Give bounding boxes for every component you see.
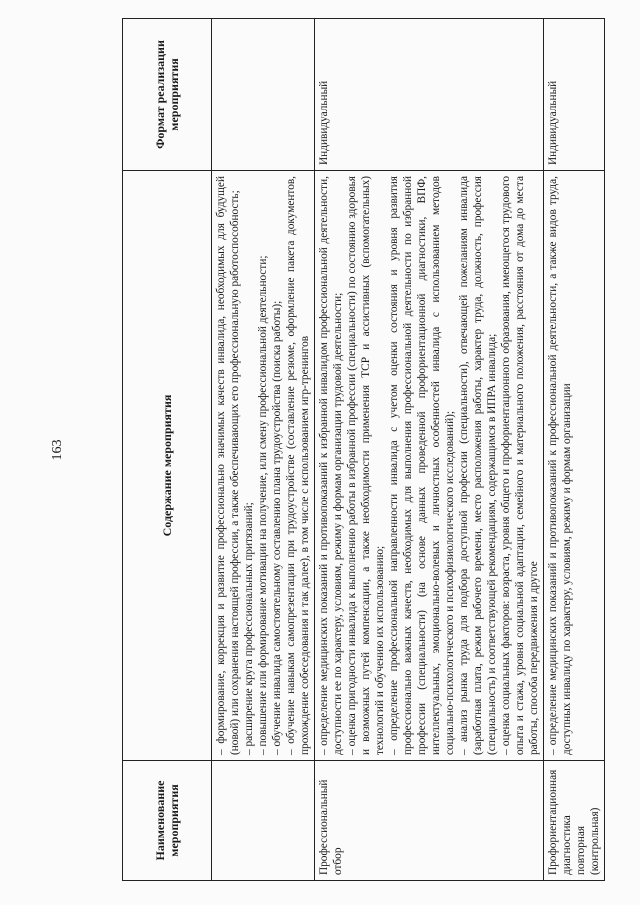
document-sheet bbox=[122, 19, 632, 881]
measure-content-cell bbox=[212, 171, 315, 761]
measure-name-cell: Профессиональный отбор bbox=[315, 761, 544, 881]
header-content: Содержание мероприятия bbox=[123, 171, 212, 761]
content-item: – определение профессиональной направленности инвалида с учетом оценки состояния и уровня развития профессионально важных качеств, необходимых для выполнения профессиональной деятельности по избранной профессии (специальности) (на основе данных проведенной профориентационной диагностики, ВПФ, интеллектуальных, эмоционально-волевых и личностных особенностей инвалида с использованием методов социально-психологического и психофизиологического исследований); bbox=[388, 176, 456, 755]
measure-format-cell: Индивидуальный bbox=[315, 19, 544, 171]
content-item: – определение медицинских показаний и противопоказаний к профессиональной деятельности, а также видов труда, доступных инвалиду по характеру, условиям, режиму и формам организации bbox=[547, 176, 573, 755]
table-body bbox=[212, 19, 605, 881]
rotated-table-wrapper bbox=[122, 19, 632, 881]
table-row bbox=[544, 19, 605, 881]
content-item: – обучение навыкам самопрезентации при трудоустройстве (составление резюме, оформление пакета документов, прохождение собеседования и так далее), в том числе с использованием игр-тренингов bbox=[285, 176, 311, 755]
table-row bbox=[212, 19, 315, 881]
measure-content-cell bbox=[315, 171, 544, 761]
header-format: Формат реализации мероприятия bbox=[123, 19, 212, 171]
measure-name-cell: Профориентационная диагностика повторная (контрольная) bbox=[544, 761, 605, 881]
content-item: – определение медицинских показаний и противопоказаний к избранной инвалидом профессиональной деятельности, доступности ее по характеру, условиям, режиму и формам организации трудовой деятельности; bbox=[318, 176, 344, 755]
measure-format-cell bbox=[212, 19, 315, 171]
measure-format-cell: Индивидуальный bbox=[544, 19, 605, 171]
header-name: Наименование мероприятия bbox=[123, 761, 212, 881]
content-item: – обучение инвалида самостоятельному составлению плана трудоустройства (поиска работы); bbox=[271, 300, 283, 755]
measure-name-cell bbox=[212, 761, 315, 881]
measures-table bbox=[122, 18, 605, 881]
content-item: – повышение или формирование мотивации на получение, или смену профессиональной деятельности; bbox=[257, 255, 269, 755]
page-number: 163 bbox=[50, 439, 65, 461]
measure-content-cell bbox=[544, 171, 605, 761]
table-header-row bbox=[123, 19, 212, 881]
content-item: – анализ рынка труда для подбора доступной профессии (специальности), отвечающей пожеланиям инвалида (заработная плата, режим рабочего времени, место расположения работы, характер труда, должность, профессия (специальность) и соответствующей рекомендациям, содержащимся в ИПРА инвалида; bbox=[458, 176, 498, 755]
content-item: – формирование, коррекция и развитие профессионально значимых качеств инвалида, необходимых для будущей (новой) или сохранения настоящей профессии, а также обеспечивающих его профессиональную работоспособность; bbox=[215, 176, 241, 755]
content-item: – оценка социальных факторов: возраста, уровня общего и профориентационного образования, имеющегося трудового опыта и стажа, уровня социальной адаптации, семейного и материального положения, расстояния от дома до места работы, способа передвижения и другое bbox=[500, 176, 540, 755]
table-row bbox=[315, 19, 544, 881]
content-item: – оценка пригодности инвалида к выполнению работы в избранной профессии (специальности) по состоянию здоровья и возможных путей компенсации, а также необходимости применения ТСР и ассистивных (вспомогательных) технологий и обучению их использованию; bbox=[346, 176, 386, 755]
content-item: – расширение круга профессиональных притязаний; bbox=[243, 502, 255, 755]
